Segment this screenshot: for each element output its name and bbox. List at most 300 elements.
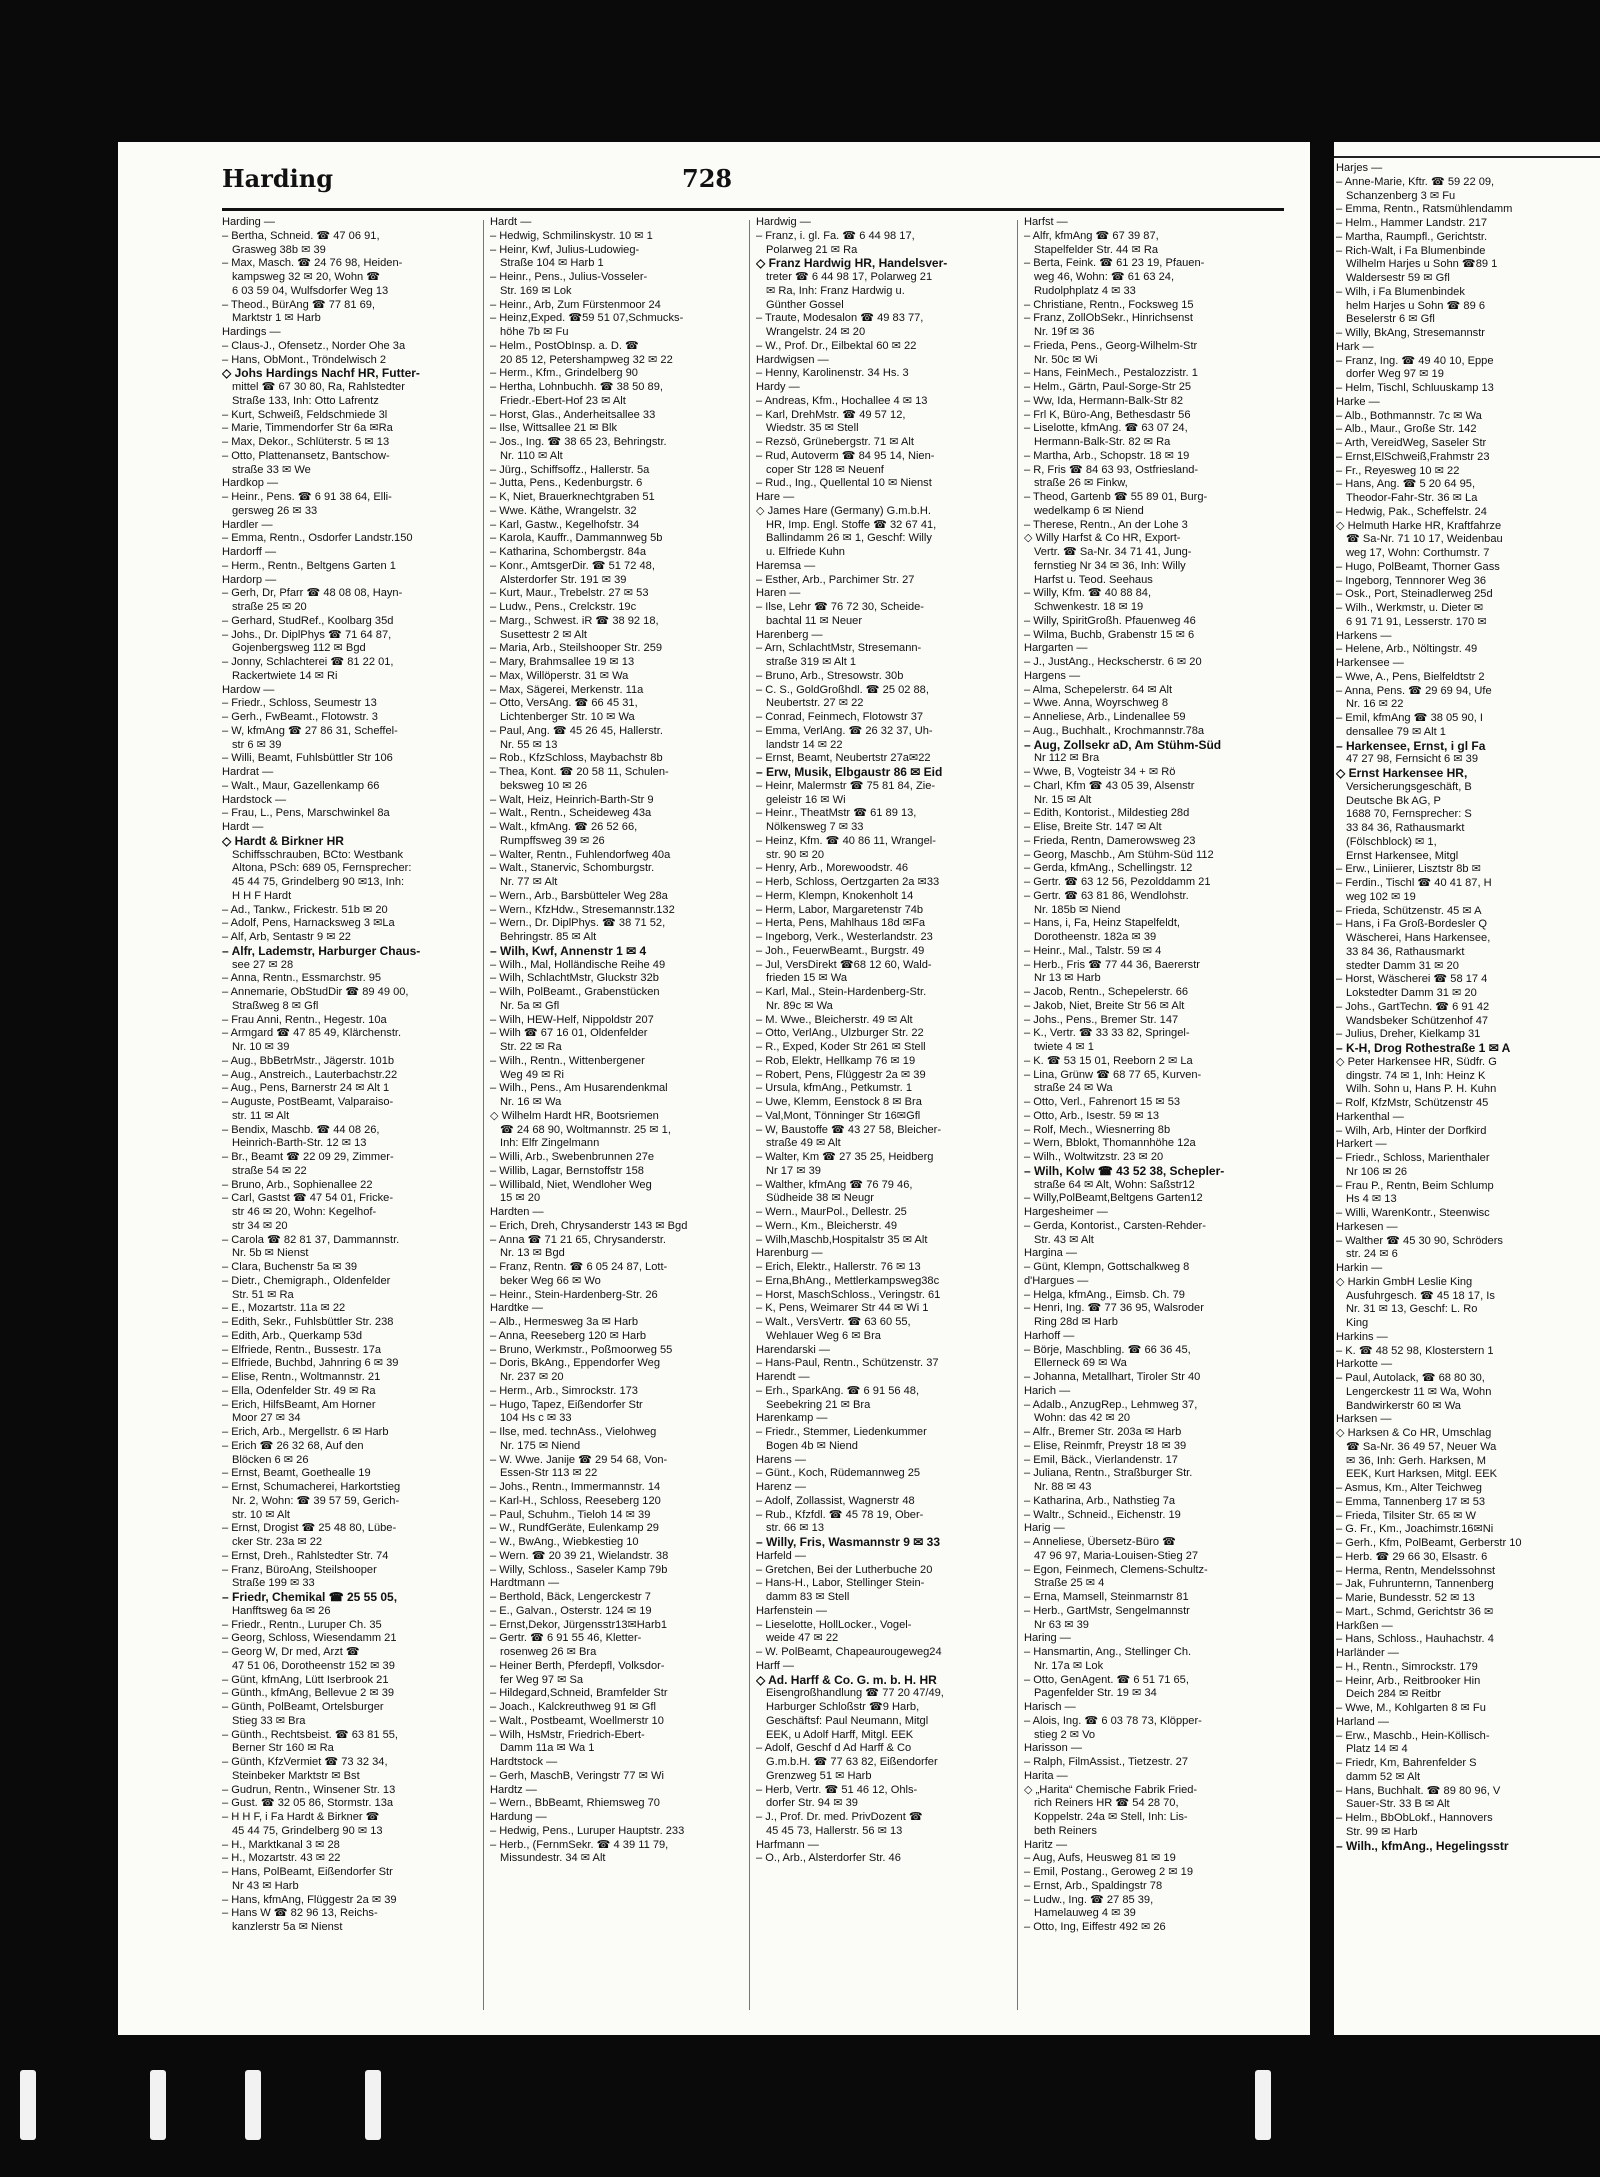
directory-entry-line: Alsterdorfer Str. 191 ✉ 39	[500, 573, 627, 586]
directory-entry-line: Hargesheimer —	[1024, 1206, 1108, 1218]
film-border-bottom	[0, 2035, 1600, 2177]
directory-entry-line: – Emma, Tannenberg 17 ✉ 53	[1336, 1495, 1486, 1508]
directory-entry-line: – Aug., Buchhalt., Krochmannstr.78a	[1024, 724, 1205, 737]
directory-entry-line: – Erna, Mamsell, Steinmarnstr 81	[1024, 1591, 1189, 1603]
directory-entry-line: – Willi, Arb., Swebenbrunnen 27e	[490, 1151, 655, 1163]
directory-entry-line: – Gerda, Kontorist., Carsten-Rehder-	[1024, 1219, 1206, 1232]
directory-entry-line: – Max, Sägerei, Merkenstr. 11a	[490, 683, 644, 696]
directory-entry-line: Nölkensweg 7 ✉ 33	[766, 821, 864, 833]
directory-entry-line: Straße 25 ✉ 4	[1034, 1577, 1105, 1590]
directory-entry-line: Pagenfelder Str. 19 ✉ 34	[1034, 1687, 1157, 1700]
directory-entry-line: Nr 63 ✉ 39	[1034, 1618, 1089, 1631]
directory-entry-line: – Anneliese, Übersetz-Büro ☎	[1024, 1536, 1176, 1548]
directory-entry-line: – Willi, Beamt, Fuhlsbüttler Str 106	[222, 752, 393, 765]
directory-entry-line: Hardkop —	[222, 477, 279, 490]
directory-entry-line: – Heinr., TheatMstr ☎ 61 89 13,	[756, 807, 917, 820]
directory-entry-line: Wilh. Sohn u, Hans P. H. Kuhn	[1346, 1083, 1497, 1096]
directory-entry-line: Str. 43 ✉ Alt	[1034, 1233, 1094, 1246]
directory-entry-line: – Otto, Verl., Fahrenort 15 ✉ 53	[1024, 1096, 1181, 1108]
directory-entry-line: – Rud, Autoverm ☎ 84 95 14, Nien-	[756, 449, 935, 462]
directory-entry-line: – Wilh, Kolw ☎ 43 52 38, Schepler-	[1024, 1164, 1225, 1178]
directory-entry-line: – Max, Masch. ☎ 24 76 98, Heiden-	[222, 257, 403, 270]
directory-entry-line: Stapelfelder Str. 44 ✉ Ra	[1034, 243, 1158, 256]
directory-entry-line: – Lina, Grünw ☎ 68 77 65, Kurven-	[1024, 1068, 1202, 1081]
directory-entry-line: – Egon, Feinmech, Clemens-Schultz-	[1024, 1563, 1208, 1576]
directory-entry-line: Nr 13 ✉ Harb	[1034, 972, 1101, 985]
directory-entry-line: – Rolf, KfzMstr, Schützenstr 45	[1336, 1097, 1489, 1109]
directory-entry-line: 33 84 36, Rathausmarkt	[1346, 822, 1465, 834]
directory-entry-line: – Hans, Ang. ☎ 5 20 64 95,	[1336, 478, 1476, 491]
directory-entry-line: dorfer Weg 97 ✉ 19	[1346, 368, 1444, 381]
directory-entry-line: Ernst Harkensee, Mitgl	[1346, 849, 1459, 862]
directory-entry-line: Gojenbergsweg 112 ✉ Bgd	[232, 642, 366, 655]
directory-entry-line: stedter Damm 31 ✉ 20	[1346, 959, 1459, 972]
directory-entry-line: – Helm., BbObLokf., Hannovers	[1336, 1812, 1493, 1824]
directory-entry-line: – Wwe, A., Pens, Bielfeldtstr 2	[1336, 670, 1485, 683]
directory-entry-line: – Herm., Rentn., Beltgens Garten 1	[222, 559, 396, 572]
directory-entry-line: – K., Vertr. ☎ 33 33 82, Springel-	[1024, 1027, 1190, 1040]
directory-entry-line: weg 46, Wohn: ☎ 61 63 24,	[1034, 271, 1175, 283]
directory-entry-line: – Helm., Gärtn, Paul-Sorge-Str 25	[1024, 381, 1192, 393]
directory-entry-line: – Jos., Ing. ☎ 38 65 23, Behringstr.	[490, 436, 667, 448]
directory-entry-line: straße 24 ✉ Wa	[1034, 1082, 1113, 1095]
film-border-gutter	[1310, 0, 1334, 2177]
directory-entry-line: – Max, Dekor., Schlüterstr. 5 ✉ 13	[222, 436, 390, 448]
directory-entry-line: – Conrad, Feinmech, Flotowstr 37	[756, 711, 924, 723]
directory-entry-line: – Otto, VersAng. ☎ 66 45 31,	[490, 697, 638, 710]
directory-entry-line: twiete 4 ✉ 1	[1034, 1041, 1094, 1053]
directory-entry-line: – J., Prof. Dr. med. PrivDozent ☎	[756, 1811, 923, 1823]
directory-entry-line: Südheide 38 ✉ Neugr	[766, 1192, 874, 1205]
directory-entry-line: EEK, u Adolf Harff, Mitgl. EEK	[766, 1728, 914, 1741]
directory-entry-line: – Jacob, Rentn., Schepelerstr. 66	[1024, 986, 1189, 998]
directory-entry-line: – Otto, GenAgent. ☎ 6 51 71 65,	[1024, 1673, 1189, 1686]
directory-entry-line: Ballindamm 26 ✉ 1, Geschf: Willy	[766, 532, 932, 545]
directory-entry-line: Inh: Elfr Zingelmann	[500, 1137, 600, 1150]
directory-entry-line: – Walt., kfmAng. ☎ 26 52 66,	[490, 821, 638, 833]
directory-entry-line: Nr. 50c ✉ Wi	[1034, 353, 1098, 366]
directory-entry-line: Hardrat —	[222, 766, 274, 778]
directory-entry-line: – Gerhard, StudRef., Koolbarg 35d	[222, 614, 394, 627]
directory-entry-line: – Hans, Buchhalt. ☎ 89 80 96, V	[1336, 1784, 1501, 1797]
directory-entry-line: – K. ☎ 48 52 98, Klosterstern 1	[1336, 1344, 1494, 1357]
directory-entry-line: – Wilh., kfmAng., Hegelingsstr	[1336, 1839, 1509, 1853]
directory-entry-line: – Günt, kfmAng, Lütt Iserbrook 21	[222, 1673, 389, 1686]
directory-entry-line: 33 84 36, Rathausmarkt	[1346, 945, 1465, 958]
directory-entry-line: Harenkamp —	[756, 1412, 828, 1425]
directory-entry-line: weg 17, Wohn: Corthumstr. 7	[1346, 547, 1490, 559]
directory-entry-line: Rudolphplatz 4 ✉ 33	[1034, 284, 1136, 297]
directory-entry-line: treter ☎ 6 44 98 17, Polarweg 21	[766, 271, 933, 283]
directory-entry-line: – Horst, Wäscherei ☎ 58 17 4	[1336, 973, 1488, 986]
directory-entry-line: – Hertha, Lohnbuchh. ☎ 38 50 89,	[490, 381, 663, 393]
directory-entry-line: ✉ 36, Inh: Gerh. Harksen, M	[1346, 1454, 1487, 1467]
directory-entry-line: Hardtz —	[490, 1783, 537, 1796]
directory-entry-line: – Ernst, Schumacherei, Harkortstieg	[222, 1481, 401, 1493]
directory-entry-line: Str. 51 ✉ Ra	[232, 1288, 294, 1301]
directory-entry-line: Nr. 5a ✉ Gfl	[500, 999, 560, 1012]
directory-entry-line: Harkens —	[1336, 629, 1392, 642]
directory-entry-line: – Rich-Walt, i Fa Blumenbinde	[1336, 244, 1486, 257]
directory-entry-line: – Alb., Hermesweg 3a ✉ Harb	[490, 1316, 639, 1328]
directory-entry-line: – Friedr, Km, Bahrenfelder S	[1336, 1757, 1477, 1769]
directory-entry-line: – E., Galvan., Osterstr. 124 ✉ 19	[490, 1604, 652, 1617]
directory-entry-line: – Bruno, Arb., Sophienallee 22	[222, 1178, 373, 1191]
directory-entry-line: – Erna,BhAng., Mettlerkampsweg38c	[756, 1274, 940, 1287]
directory-entry-line: dorfer Str. 94 ✉ 39	[766, 1797, 858, 1810]
directory-entry-line: Harkins —	[1336, 1330, 1388, 1343]
directory-entry-line: Hardtmann —	[490, 1577, 560, 1590]
directory-entry-line: straße 26 ✉ Finkw,	[1034, 477, 1128, 490]
directory-entry-line: – Herm, Labor, Margaretenstr 74b	[756, 903, 924, 916]
directory-entry-line: Hardler —	[222, 518, 273, 531]
directory-entry-line: – Carola ☎ 82 81 37, Dammannstr.	[222, 1233, 400, 1246]
directory-entry-line: – Robert, Pens, Flüggestr 2a ✉ 39	[756, 1068, 926, 1081]
directory-entry-line: – Bruno, Arb., Stresowstr. 30b	[756, 669, 904, 682]
directory-entry-line: – Konr., AmtsgerDir. ☎ 51 72 48,	[490, 559, 655, 572]
directory-entry-line: Nr. 110 ✉ Alt	[500, 449, 563, 462]
directory-entry-line: – Franz, BüroAng, Steilshooper	[222, 1563, 377, 1576]
directory-entry-line: Nr. 13 ✉ Bgd	[500, 1247, 565, 1260]
directory-entry-line: ◇ Helmuth Harke HR, Kraftfahrze	[1336, 519, 1502, 532]
directory-entry-line: – Rub., Kfzfdl. ☎ 45 78 19, Ober-	[756, 1508, 924, 1521]
directory-entry-line: – Hans, i, Fa, Heinz Stapelfeldt,	[1024, 917, 1181, 930]
directory-entry-line: Friedr.-Ebert-Hof 23 ✉ Alt	[500, 394, 626, 407]
directory-entry-line: – Annemarie, ObStudDir ☎ 89 49 00,	[222, 986, 409, 998]
directory-entry-line: – Wern. ☎ 20 39 21, Wielandstr. 38	[490, 1549, 669, 1562]
directory-entry-line: – Ralph, FilmAssist., Tietzestr. 27	[1024, 1756, 1188, 1768]
directory-entry-line: Hardung —	[490, 1811, 547, 1823]
directory-entry-line: – Heiner Berth, Pferdepfl, Volksdor-	[490, 1659, 665, 1672]
directory-entry-line: – Herma, Rentn, Mendelssohnst	[1336, 1564, 1496, 1577]
directory-entry-line: Nr. 89c ✉ Wa	[766, 999, 833, 1012]
directory-entry-line: Sauer-Str. 33 B ✉ Alt	[1346, 1798, 1450, 1811]
directory-entry-line: 1688 70, Fernsprecher: S	[1346, 808, 1472, 821]
directory-entry-line: Harendarski —	[756, 1343, 830, 1356]
directory-entry-line: – Br., Beamt ☎ 22 09 29, Zimmer-	[222, 1151, 394, 1163]
directory-entry-line: Harkin —	[1336, 1262, 1383, 1274]
directory-entry-line: straße 33 ✉ We	[232, 463, 311, 476]
directory-entry-line: – Walt., Stanerviс, Schomburgstr.	[490, 862, 655, 875]
directory-entry-line: – Rob, Elektr, Hellkamp 76 ✉ 19	[756, 1054, 916, 1067]
directory-entry-line: – Günth., Rechtsbeist. ☎ 63 81 55,	[222, 1728, 399, 1741]
directory-entry-line: – Wern., BbBeamt, Rhiemsweg 70	[490, 1797, 660, 1810]
directory-entry-line: – Emma, VerlAng. ☎ 26 32 37, Uh-	[756, 724, 933, 737]
directory-entry-line: – W. PolBeamt, Chapeaurougeweg24	[756, 1646, 942, 1658]
directory-entry-line: Lichtenberger Str. 10 ✉ Wa	[500, 711, 635, 723]
directory-entry-line: kampsweg 32 ✉ 20, Wohn ☎	[232, 271, 381, 283]
directory-entry-line: – Jonny, Schlachterei ☎ 81 22 01,	[222, 656, 394, 668]
directory-entry-line: – Traute, Modesalon ☎ 49 83 77,	[756, 312, 924, 325]
directory-entry-line: – Horst, MaschSchloss., Veringstr. 61	[756, 1288, 941, 1301]
directory-entry-line: Harfst —	[1024, 216, 1068, 228]
directory-entry-line: – Jürg., Schiffsoffz., Hallerstr. 5a	[490, 463, 650, 476]
directory-entry-line: – W. Wwe. Janije ☎ 29 54 68, Von-	[490, 1453, 668, 1466]
directory-entry-line: – Bruno, Werkmstr., Poßmoorweg 55	[490, 1343, 673, 1356]
directory-entry-line: – Osk., Port, Steinadlerweg 25d	[1336, 588, 1493, 601]
directory-entry-line: – Karl, Gastw., Kegelhofstr. 34	[490, 518, 640, 531]
directory-entry-line: – Anna, Pens. ☎ 29 69 94, Ufe	[1336, 684, 1492, 697]
directory-entry-line: mittel ☎ 67 30 80, Ra, Rahlstedter	[232, 381, 405, 393]
directory-entry-line: – Gertr. ☎ 63 81 86, Wendlohstr.	[1024, 889, 1189, 902]
directory-entry-line: 47 27 98, Fernsicht 6 ✉ 39	[1346, 753, 1479, 766]
directory-entry-line: Str. 169 ✉ Lok	[500, 284, 572, 297]
next-page-fragment	[1334, 142, 1600, 2035]
directory-entry-line: Hanfftsweg 6a ✉ 26	[232, 1604, 331, 1617]
directory-entry-line: gersweg 26 ✉ 33	[232, 504, 318, 517]
directory-entry-line: – C. S., GoldGroßhdl. ☎ 25 02 88,	[756, 683, 929, 696]
directory-entry-line: – Johs., Pens., Bremer Str. 147	[1024, 1013, 1179, 1026]
directory-entry-line: – Max, Willöperstr. 31 ✉ Wa	[490, 669, 629, 682]
directory-entry-line: – Paul, Ang. ☎ 45 26 45, Hallerstr.	[490, 724, 663, 737]
directory-entry-line: str 34 ✉ 20	[232, 1219, 288, 1232]
directory-entry-line: Nr. 10 ✉ 39	[232, 1041, 290, 1053]
directory-entry-line: – R., Exped, Koder Str 261 ✉ Stell	[756, 1041, 926, 1053]
directory-entry-line: – Arth, VereidWeg, Saseler Str	[1336, 437, 1487, 449]
directory-entry-line: Berner Str 160 ✉ Ra	[232, 1742, 334, 1755]
directory-entry-line: – Frau Anni, Rentn., Hegestr. 10a	[222, 1013, 387, 1026]
directory-entry-line: – Helga, kfmAng., Eimsb. Ch. 79	[1024, 1288, 1185, 1301]
directory-entry-line: straße 319 ✉ Alt 1	[766, 656, 857, 668]
directory-entry-line: – Heinr, Malermstr ☎ 75 81 84, Zie-	[756, 779, 936, 792]
directory-entry-line: (Fölschblock) ✉ 1,	[1346, 835, 1437, 848]
directory-entry-line: – Walt., Postbeamt, Woellmerstr 10	[490, 1714, 664, 1727]
directory-entry-line: Weg 49 ✉ Ri	[500, 1068, 564, 1081]
directory-entry-line: – Henry, Arb., Morewoodstr. 46	[756, 862, 909, 875]
directory-entry-line: Nr. 16 ✉ 22	[1346, 698, 1404, 711]
directory-entry-line: fer Weg 97 ✉ Sa	[500, 1673, 584, 1686]
directory-entry-line: Theodor-Fahr-Str. 36 ✉ La	[1346, 492, 1478, 504]
directory-entry-line: – Franz, Ing. ☎ 49 40 10, Eppe	[1336, 354, 1494, 367]
directory-entry-line: – Alfr, Lademstr, Harburger Chaus-	[222, 944, 421, 958]
page-number: 728	[682, 164, 733, 193]
directory-entry-line: 45 44 75, Grindelberg 90 ✉ 13	[232, 1824, 383, 1837]
directory-entry-line: – K, Pens, Weimarer Str 44 ✉ Wi 1	[756, 1302, 929, 1315]
directory-entry-line: weg 102 ✉ 19	[1346, 890, 1416, 903]
directory-entry-line: – Erw., Maschb., Hein-Köllisch-	[1336, 1729, 1490, 1742]
directory-entry-line: Nr. 17a ✉ Lok	[1034, 1659, 1104, 1672]
directory-entry-line: 45 44 75, Grindelberg 90 ✉13, Inh:	[232, 876, 405, 888]
directory-entry-line: – E., Mozartstr. 11a ✉ 22	[222, 1302, 346, 1315]
directory-entry-line: – Therese, Rentn., An der Lohe 3	[1024, 518, 1188, 531]
directory-entry-line: – Elise, Rentn., Woltmannstr. 21	[222, 1371, 381, 1383]
directory-entry-line: – Wilh., Woltwitzstr. 23 ✉ 20	[1024, 1151, 1164, 1163]
directory-entry-line: Wiedstr. 35 ✉ Stell	[766, 422, 859, 435]
directory-entry-line: – Anna, Reeseberg 120 ✉ Harb	[490, 1329, 647, 1342]
directory-entry-line: – Frl K, Büro-Ang, Bethesdastr 56	[1024, 408, 1191, 421]
directory-entry-line: – Gerda, kfmAng., Schellingstr. 12	[1024, 862, 1193, 875]
directory-entry-line: wedelkamp 6 ✉ Niend	[1034, 504, 1144, 517]
directory-entry-line: Harkert —	[1336, 1138, 1387, 1151]
directory-entry-line: – Elfriede, Buchbd, Jahnring 6 ✉ 39	[222, 1357, 399, 1370]
directory-entry-line: Hardwig —	[756, 216, 811, 228]
directory-entry-line: Essen-Str 113 ✉ 22	[500, 1467, 598, 1480]
directory-entry-line: – Franz, ZollObSekr., Hinrichsenst	[1024, 312, 1193, 325]
directory-entry-line: straße 49 ✉ Alt	[766, 1137, 841, 1150]
directory-entry-line: Wrangelstr. 24 ✉ 20	[766, 326, 866, 338]
directory-entry-line: – Günt, Klempn, Gottschalkweg 8	[1024, 1261, 1190, 1273]
column-divider	[483, 220, 484, 2010]
directory-entry-line: – Wilh, HsMstr, Friedrich-Ebert-	[490, 1728, 645, 1741]
directory-entry-line: ☎ Sa-Nr. 71 10 17, Weidenbau	[1346, 533, 1503, 546]
directory-entry-line: – Helm., Hammer Landstr. 217	[1336, 217, 1488, 229]
directory-entry-line: Hare —	[756, 491, 795, 503]
directory-entry-line: – Helene, Arb., Nöltingstr. 49	[1336, 643, 1478, 656]
directory-entry-line: – Herb., (FernmSekr. ☎ 4 39 11 79,	[490, 1838, 669, 1851]
sprocket-hole	[365, 2070, 381, 2140]
directory-entry-line: – Wilh, Kwf, Annenstr 1 ✉ 4	[490, 944, 647, 958]
directory-entry-line: Harkenthal —	[1336, 1110, 1404, 1123]
directory-entry-line: Harig —	[1024, 1522, 1065, 1535]
directory-entry-line: – Gretchen, Bei der Lutherbuche 20	[756, 1563, 933, 1576]
directory-entry-line: Lokstedter Damm 31 ✉ 20	[1346, 987, 1477, 999]
header-rule	[222, 208, 1284, 211]
directory-entry-line: beksweg 10 ✉ 26	[500, 779, 588, 792]
directory-entry-line: Behringstr. 85 ✉ Alt	[500, 931, 597, 943]
directory-entry-line: – Kurt, Schweiß, Feldschmiede 3l	[222, 408, 388, 421]
column-divider	[1017, 220, 1018, 2010]
directory-entry-line: Eisengroßhandlung ☎ 77 20 47/49,	[766, 1687, 944, 1700]
directory-entry-line: Harenburg —	[756, 1247, 823, 1260]
directory-entry-line: stieg 2 ✉ Vo	[1034, 1728, 1096, 1741]
directory-entry-line: Deutsche Bk AG, P	[1346, 794, 1441, 807]
directory-entry-line: helm Harjes u Sohn ☎ 89 6	[1346, 299, 1486, 312]
directory-entry-line: Hardtke —	[490, 1302, 544, 1315]
directory-entry-line: Harkesen —	[1336, 1220, 1398, 1233]
directory-entry-line: – Henny, Karolinenstr. 34 Hs. 3	[756, 367, 909, 380]
directory-entry-line: – Frau P., Rentn, Beim Schlump	[1336, 1179, 1494, 1192]
directory-entry-line: – Günth, PolBeamt, Ortelsburger	[222, 1701, 384, 1713]
directory-entry-line: rich Reiners HR ☎ 54 28 70,	[1034, 1797, 1179, 1810]
directory-entry-line: – Maria, Arb., Steilshooper Str. 259	[490, 642, 663, 655]
directory-entry-line: – Frieda, Pens., Georg-Wilhelm-Str	[1024, 339, 1198, 352]
directory-entry-line: – Elise, Reinmfr, Preystr 18 ✉ 39	[1024, 1439, 1187, 1452]
directory-entry-line: Harfmann —	[756, 1838, 819, 1851]
directory-entry-line: ◇ Franz Hardwig HR, Handelsver-	[756, 257, 948, 271]
directory-entry-line: str. 90 ✉ 20	[766, 848, 825, 861]
directory-entry-line: densallee 79 ✉ Alt 1	[1346, 725, 1446, 738]
directory-entry-line: – Julius, Dreher, Kielkamp 31	[1336, 1028, 1481, 1041]
directory-entry-line: – Marie, Timmendorfer Str 6a ✉Ra	[222, 422, 393, 435]
directory-entry-line: – Herb. ☎ 29 66 30, Elsastr. 6	[1336, 1550, 1488, 1563]
directory-entry-line: – Alma, Schepelerstr. 64 ✉ Alt	[1024, 683, 1173, 696]
directory-entry-line: Nr. 175 ✉ Niend	[500, 1439, 581, 1452]
directory-entry-line: – Friedr., Schloss, Marienthaler	[1336, 1152, 1490, 1164]
directory-entry-line: – Alf, Arb, Sentastr 9 ✉ 22	[222, 931, 351, 943]
directory-entry-line: Ausfuhrgesch. ☎ 45 18 17, Is	[1346, 1289, 1495, 1302]
directory-entry-line: – K, Niet, Brauerknechtgraben 51	[490, 491, 655, 503]
directory-entry-line: Hargina —	[1024, 1247, 1078, 1260]
page-header	[222, 164, 1284, 208]
directory-entry-line: – Georg, Schloss, Wiesendamm 21	[222, 1632, 397, 1645]
directory-entry-line: Schiffsschrauben, BCto: Westbank	[232, 848, 404, 861]
directory-entry-line: Harkotte —	[1336, 1358, 1393, 1371]
directory-entry-line: Rackertwiete 14 ✉ Ri	[232, 669, 338, 682]
directory-entry-line: – Willibald, Niet, Wendloher Weg	[490, 1178, 652, 1191]
directory-entry-line: see 27 ✉ 28	[232, 958, 294, 971]
directory-entry-line: Ring 28d ✉ Harb	[1034, 1316, 1118, 1328]
directory-entry-line: – Günth., kfmAng, Bellevue 2 ✉ 39	[222, 1687, 395, 1700]
directory-entry-line: Nr 112 ✉ Bra	[1034, 752, 1100, 765]
directory-entry-line: – Walt., VersVertr. ☎ 63 60 55,	[756, 1316, 911, 1328]
directory-entry-line: – Charl, Kfm ☎ 43 05 39, Alsenstr	[1024, 779, 1195, 792]
directory-entry-line: G.m.b.H. ☎ 77 63 82, Eißendorfer	[766, 1756, 938, 1768]
directory-entry-line: – Theod., BürAng ☎ 77 81 69,	[222, 298, 376, 311]
directory-entry-line: Blöcken 6 ✉ 26	[232, 1453, 309, 1466]
directory-entry-line: – Alfr, kfmAng ☎ 67 39 87,	[1024, 229, 1159, 242]
directory-entry-line: Harjes —	[1336, 162, 1383, 174]
directory-entry-line: – Mary, Brahmsallee 19 ✉ 13	[490, 656, 635, 668]
directory-entry-line: dingstr. 74 ✉ 1, Inh: Heinz K	[1346, 1069, 1486, 1082]
directory-entry-line: – Adolf, Pens, Harnacksweg 3 ✉La	[222, 917, 395, 930]
directory-entry-line: – Willi, WarenKontr., Steenwisc	[1336, 1207, 1490, 1219]
directory-entry-line: – Ernst, Arb., Spaldingstr 78	[1024, 1879, 1163, 1892]
directory-entry-line: beker Weg 66 ✉ Wo	[500, 1274, 601, 1287]
directory-entry-line: – Wern., Km., Bleicherstr. 49	[756, 1219, 897, 1232]
sprocket-hole	[1255, 2070, 1271, 2140]
directory-entry-line: – Friedr., Rentn., Luruper Ch. 35	[222, 1618, 382, 1631]
directory-entry-line: – Marie, Bundesstr. 52 ✉ 13	[1336, 1592, 1475, 1604]
directory-entry-line: beth Reiners	[1034, 1824, 1097, 1837]
directory-entry-line: – Waltr., Schneid., Eichenstr. 19	[1024, 1508, 1181, 1521]
directory-entry-line: – Otto, Plattenansetz, Bantschow-	[222, 449, 390, 462]
directory-entry-line: Günther Gossel	[766, 298, 844, 311]
directory-entry-line: Str. 22 ✉ Ra	[500, 1041, 562, 1053]
column-2	[490, 216, 745, 2016]
directory-entry-line: – Johs., Rentn., Immermannstr. 14	[490, 1481, 661, 1493]
directory-entry-line: – Hugo, Tapez, Eißendorfer Str	[490, 1398, 643, 1411]
directory-entry-line: 15 ✉ 20	[500, 1192, 541, 1205]
directory-entry-line: – Gertr. ☎ 6 91 55 46, Kletter-	[490, 1632, 642, 1645]
directory-entry-line: Nr 17 ✉ 39	[766, 1164, 821, 1177]
directory-entry-line: – Emil, Bäck., Vierlandenstr. 17	[1024, 1453, 1178, 1466]
directory-entry-line: – Kurt, Maur., Trebelstr. 27 ✉ 53	[490, 587, 649, 600]
directory-entry-line: Nr. 2, Wohn: ☎ 39 57 59, Gerich-	[232, 1494, 400, 1507]
directory-entry-line: – Joach., Kalckreuthweg 91 ✉ Gfl	[490, 1701, 656, 1713]
directory-entry-line: – Herm., Kfm., Grindelberg 90	[490, 367, 638, 380]
directory-entry-line: Hardtstock —	[490, 1756, 558, 1768]
directory-entry-line: – Herb., Fris ☎ 77 44 36, Baererstr	[1024, 958, 1200, 971]
directory-entry-line: Koppelstr. 24a ✉ Stell, Inh: Lis-	[1034, 1811, 1188, 1823]
directory-entry-line: – Johanna, Metallhart, Tiroler Str 40	[1024, 1371, 1201, 1383]
directory-entry-line: – Lieselotte, HollLocker., Vogel-	[756, 1618, 912, 1631]
directory-entry-line: – Adalb., AnzugRep., Lehmweg 37,	[1024, 1398, 1198, 1411]
directory-entry-line: – H., Marktkanal 3 ✉ 28	[222, 1838, 340, 1851]
directory-entry-line: Hardow —	[222, 683, 275, 696]
directory-entry-line: – Wilma, Buchb, Grabenstr 15 ✉ 6	[1024, 628, 1195, 641]
directory-entry-line: King	[1346, 1317, 1369, 1329]
directory-entry-line: – Ww, Ida, Hermann-Balk-Str 82	[1024, 394, 1184, 407]
directory-entry-line: – Erich, HilfsBeamt, Am Horner	[222, 1398, 376, 1411]
directory-entry-line: – Ernst,Dekor, Jürgensstr13✉Harb1	[490, 1618, 668, 1631]
directory-entry-line: Hardstock —	[222, 793, 287, 806]
directory-entry-line: Versicherungsgeschäft, B	[1346, 780, 1472, 793]
directory-entry-line: 6 91 71 91, Lesserstr. 170 ✉	[1346, 615, 1487, 628]
directory-entry-line: – Erich ☎ 26 32 68, Auf den	[222, 1439, 364, 1452]
directory-entry-line: Deich 284 ✉ Reitbr	[1346, 1688, 1442, 1701]
directory-entry-line: – Wern, Bblokt, Thomannhöhe 12a	[1024, 1137, 1196, 1150]
directory-entry-line: Straße 133, Inh: Otto Lafrentz	[232, 394, 379, 407]
directory-entry-line: – Rob., KfzSchloss, Maybachstr 8b	[490, 752, 663, 765]
directory-entry-line: Hardings —	[222, 326, 281, 338]
directory-entry-line: Hs 4 ✉ 13	[1346, 1193, 1397, 1206]
directory-entry-line: – Heinr., Arb, Zum Fürstenmoor 24	[490, 298, 661, 311]
directory-entry-line: str. 11 ✉ Alt	[232, 1109, 290, 1122]
directory-entry-line: Stieg 33 ✉ Bra	[232, 1714, 306, 1727]
directory-entry-line: – Erich, Arb., Mergellstr. 6 ✉ Harb	[222, 1426, 389, 1438]
directory-entry-line: – Helm, Tischl, Schluuskamp 13	[1336, 382, 1494, 394]
directory-entry-line: 6 03 59 04, Wulfsdorfer Weg 13	[232, 284, 389, 297]
